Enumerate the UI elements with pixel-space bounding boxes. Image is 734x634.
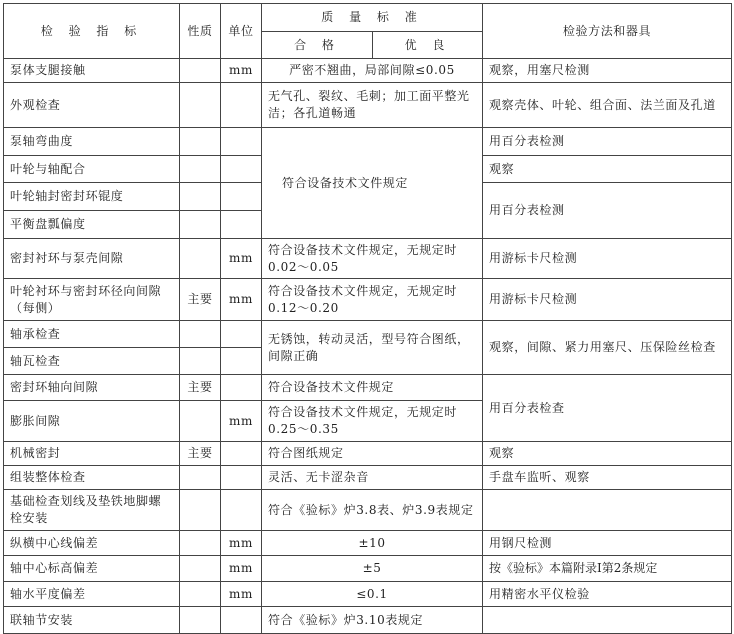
row-method: 观察，用塞尺检测 — [483, 59, 732, 83]
row-method: 用游标卡尺检测 — [483, 239, 732, 279]
row-nature — [180, 607, 221, 634]
row-item: 密封衬环与泵壳间隙 — [4, 239, 180, 279]
row-method: 用游标卡尺检测 — [483, 279, 732, 321]
row-unit — [221, 375, 262, 401]
row-method: 观察 — [483, 442, 732, 466]
row-nature — [180, 401, 221, 442]
row-method: 用钢尺检测 — [483, 531, 732, 556]
row-nature — [180, 211, 221, 239]
row-item: 密封环轴向间隙 — [4, 375, 180, 401]
row-unit: mm — [221, 401, 262, 442]
merged-method-dial-gauge: 用百分表检测 — [483, 183, 732, 239]
row-nature: 主要 — [180, 279, 221, 321]
row-unit: mm — [221, 556, 262, 582]
row-unit: mm — [221, 531, 262, 556]
row-standard: ±5 — [262, 556, 483, 582]
row-standard: 符合《验标》炉3.8表、炉3.9表规定 — [262, 490, 483, 531]
row-method: 观察壳体、叶轮、组合面、法兰面及孔道 — [483, 83, 732, 128]
merged-method-dial-check: 用百分表检查 — [483, 375, 732, 442]
merged-standard-equipment: 符合设备技术文件规定 — [262, 128, 483, 239]
row-method: 手盘车监听、观察 — [483, 466, 732, 490]
header-qualified: 合 格 — [262, 32, 373, 59]
row-method — [483, 490, 732, 531]
row-nature — [180, 239, 221, 279]
row-nature — [180, 156, 221, 183]
row-standard: 符合《验标》炉3.10表规定 — [262, 607, 483, 634]
row-unit — [221, 348, 262, 375]
row-item: 轴瓦检查 — [4, 348, 180, 375]
row-unit: mm — [221, 279, 262, 321]
row-standard: 灵活、无卡涩杂音 — [262, 466, 483, 490]
row-item: 叶轮轴封密封环锟度 — [4, 183, 180, 211]
row-standard: ≤0.1 — [262, 582, 483, 607]
row-item: 基础检查划线及垫铁地脚螺栓安装 — [4, 490, 180, 531]
row-item: 平衡盘瓢偏度 — [4, 211, 180, 239]
row-nature — [180, 531, 221, 556]
row-item: 机械密封 — [4, 442, 180, 466]
row-item: 外观检查 — [4, 83, 180, 128]
row-standard: 符合图纸规定 — [262, 442, 483, 466]
row-standard: 严密不翘曲，局部间隙≤0.05 — [262, 59, 483, 83]
inspection-table — [3, 3, 732, 634]
row-unit: mm — [221, 239, 262, 279]
row-nature — [180, 582, 221, 607]
row-unit — [221, 442, 262, 466]
row-unit — [221, 607, 262, 634]
row-item: 组装整体检查 — [4, 466, 180, 490]
header-nature: 性质 — [180, 4, 221, 59]
row-item: 纵横中心线偏差 — [4, 531, 180, 556]
row-standard: 符合设备技术文件规定，无规定时0.12～0.20 — [262, 279, 483, 321]
row-nature — [180, 321, 221, 348]
row-item: 轴中心标高偏差 — [4, 556, 180, 582]
row-nature — [180, 348, 221, 375]
row-nature — [180, 556, 221, 582]
row-nature: 主要 — [180, 442, 221, 466]
row-unit: mm — [221, 59, 262, 83]
row-standard: 无气孔、裂纹、毛刺；加工面平整光洁；各孔道畅通 — [262, 83, 483, 128]
row-nature — [180, 466, 221, 490]
row-nature — [180, 59, 221, 83]
row-method: 用百分表检测 — [483, 128, 732, 156]
row-nature: 主要 — [180, 375, 221, 401]
row-unit: mm — [221, 582, 262, 607]
row-standard: 符合设备技术文件规定，无规定时0.02～0.05 — [262, 239, 483, 279]
row-method: 按《验标》本篇附录Ⅰ第2条规定 — [483, 556, 732, 582]
row-item: 轴承检查 — [4, 321, 180, 348]
row-item: 膨胀间隙 — [4, 401, 180, 442]
row-standard: 符合设备技术文件规定 — [262, 375, 483, 401]
row-item: 轴水平度偏差 — [4, 582, 180, 607]
row-standard: 符合设备技术文件规定，无规定时0.25～0.35 — [262, 401, 483, 442]
row-nature — [180, 83, 221, 128]
row-method: 观察 — [483, 156, 732, 183]
row-unit — [221, 466, 262, 490]
row-nature — [180, 490, 221, 531]
row-item: 泵轴弯曲度 — [4, 128, 180, 156]
merged-standard-bearing: 无锈蚀，转动灵活，型号符合图纸，间隙正确 — [262, 321, 483, 375]
header-standard: 质 量 标 准 — [262, 4, 483, 32]
row-unit — [221, 321, 262, 348]
merged-method-bearing: 观察，间隙、紧力用塞尺、压保险丝检查 — [483, 321, 732, 375]
header-method: 检验方法和器具 — [483, 4, 732, 59]
row-unit — [221, 156, 262, 183]
row-standard: ±10 — [262, 531, 483, 556]
row-item: 叶轮与轴配合 — [4, 156, 180, 183]
row-item: 联轴节安装 — [4, 607, 180, 634]
row-unit — [221, 128, 262, 156]
row-method: 用精密水平仪检验 — [483, 582, 732, 607]
header-indicator: 检 验 指 标 — [4, 4, 180, 59]
header-unit: 单位 — [221, 4, 262, 59]
row-unit — [221, 83, 262, 128]
row-item: 泵体支腿接触 — [4, 59, 180, 83]
header-excellent: 优 良 — [373, 32, 483, 59]
row-nature — [180, 183, 221, 211]
row-nature — [180, 128, 221, 156]
row-unit — [221, 183, 262, 211]
row-item: 叶轮衬环与密封环径向间隙（每侧） — [4, 279, 180, 321]
row-method — [483, 607, 732, 634]
row-unit — [221, 490, 262, 531]
row-unit — [221, 211, 262, 239]
